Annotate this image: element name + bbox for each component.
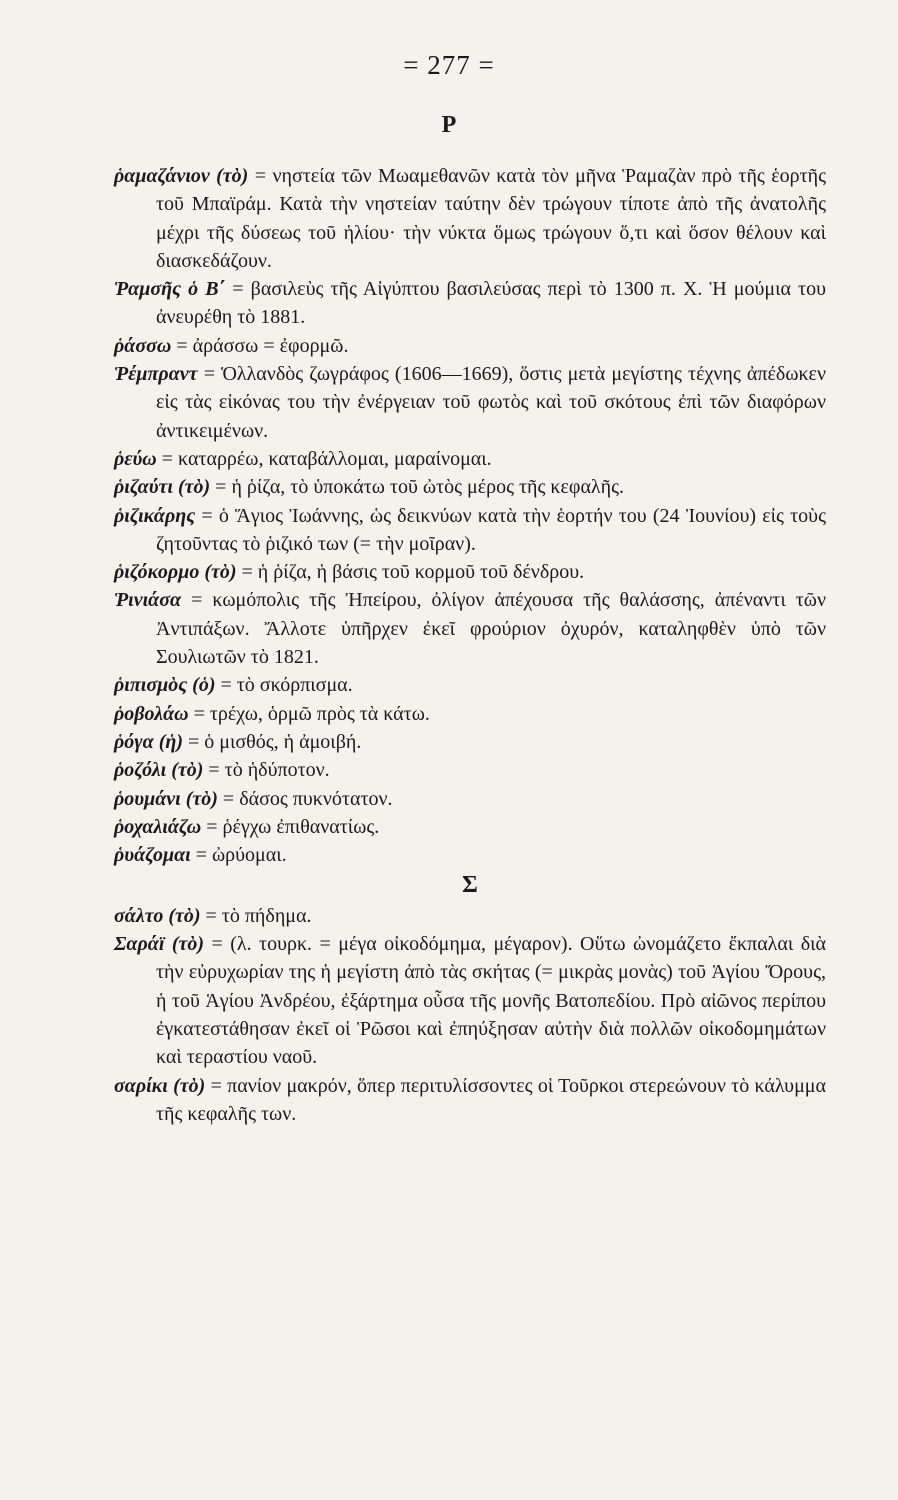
dictionary-entry xyxy=(114,841,826,869)
entry-headword: ῥοζόλι (τὸ) xyxy=(114,759,204,782)
entry-definition: = πανίον μακρόν, ὅπερ περιτυλίσσοντες οἱ Τοῦρκοι στερεώνουν τὸ κάλυμμα τῆς κεφαλῆς των. xyxy=(156,1074,826,1125)
entry-definition: = ἡ ῥίζα, τὸ ὑποκάτω τοῦ ὠτὸς μέρος τῆς κεφαλῆς. xyxy=(215,476,624,499)
section-rho-entries xyxy=(114,162,826,869)
dictionary-entry xyxy=(114,586,826,671)
entry-definition: = τὸ σκόρπισμα. xyxy=(220,674,353,697)
dictionary-entry xyxy=(114,700,826,728)
entry-headword: ῥουμάνι (τὸ) xyxy=(114,787,218,810)
entry-headword: ῥιζαύτι (τὸ) xyxy=(114,476,211,499)
entry-headword: ῥιζόκορμο (τὸ) xyxy=(114,561,237,584)
entry-definition: = Ὁλλανδὸς ζωγράφος (1606—1669), ὅστις μετὰ μεγίστης τέχνης ἀπέδωκεν εἰς τὰς εἰκόνας του τὴν ἐνέργειαν τοῦ φωτὸς καὶ τοῦ σκότους ἐπὶ τῶν διαφόρων ἀντικειμένων. xyxy=(156,363,827,442)
entry-headword: ῥεύω xyxy=(114,447,157,470)
dictionary-entry xyxy=(114,502,826,559)
section-letter-sigma: Σ xyxy=(462,872,478,899)
entry-definition: = νηστεία τῶν Μωαμεθανῶν κατὰ τὸν μῆνα Ῥαμαζὰν πρὸ τῆς ἑορτῆς τοῦ Μπαϊράμ. Κατὰ τὴν νηστείαν ταύτην δὲν τρώγουν τίποτε ἀπὸ τῆς ἀνατολῆς μέχρι τῆς δύσεως τοῦ ἡλίου· τὴν νύκτα ὅμως τρώγουν ὅ,τι καὶ ὅσον θέλουν καὶ διασκεδάζουν. xyxy=(156,165,827,272)
page-number: = 277 = xyxy=(403,50,495,80)
dictionary-entry xyxy=(114,671,826,699)
dictionary-entry xyxy=(114,558,826,586)
entry-definition: = τὸ ἡδύποτον. xyxy=(208,759,330,782)
dictionary-entry xyxy=(114,445,826,473)
entry-definition: = βασιλεὺς τῆς Αἰγύπτου βασιλεύσας περὶ τὸ 1300 π. Χ. Ἡ μούμια του ἀνευρέθη τὸ 1881. xyxy=(156,278,827,329)
entry-headword: ῥαμαζάνιον (τὸ) xyxy=(114,165,249,187)
entry-definition: = ἡ ῥίζα, ἡ βάσις τοῦ κορμοῦ τοῦ δένδρου. xyxy=(241,561,585,584)
entry-headword: ῥοχαλιάζω xyxy=(114,815,202,838)
dictionary-entry xyxy=(114,756,826,784)
entry-definition: = ῥέγχω ἐπιθανατίως. xyxy=(206,815,380,838)
entry-headword: ῥόγα (ἡ) xyxy=(114,730,183,753)
entry-headword: σάλτο (τὸ) xyxy=(114,904,201,927)
dictionary-entry xyxy=(114,813,826,841)
entry-definition: = ἀράσσω = ἐφορμῶ. xyxy=(176,334,349,357)
entry-headword: ῥυάζομαι xyxy=(114,844,191,867)
entry-definition: = κωμόπολις τῆς Ἠπείρου, ὀλίγον ἀπέχουσα τῆς θαλάσσης, ἀπέναντι τῶν Ἀντιπάξων. Ἄλλοτε ὑπῆρχεν ἐκεῖ φρούριον ὀχυρόν, καταληφθὲν ὑπὸ τῶν Σουλιωτῶν τὸ 1821. xyxy=(156,589,826,669)
entry-headword: Ῥαμσῆς ὁ Β΄ xyxy=(114,278,226,301)
section-sigma-entries xyxy=(114,902,826,1128)
entry-definition: = τὸ πήδημα. xyxy=(205,904,312,927)
entry-definition: = ὁ Ἅγιος Ἰωάννης, ὡς δεικνύων κατὰ τὴν ἑορτήν του (24 Ἰουνίου) εἰς τοὺς ζητοῦντας τὸ ῥιζικό των (= τὴν μοῖραν). xyxy=(156,504,826,555)
entry-headword: Ῥέμπραντ xyxy=(114,363,198,386)
entry-definition: = καταρρέω, καταβάλλομαι, μαραίνομαι. xyxy=(161,447,492,470)
entry-definition: = ὁ μισθός, ἡ ἀμοιβή. xyxy=(187,730,362,753)
entry-definition: = ὠρύομαι. xyxy=(195,844,287,867)
entry-list xyxy=(114,162,826,1128)
entry-headword: σαρίκι (τὸ) xyxy=(114,1074,206,1097)
dictionary-entry xyxy=(114,360,826,445)
dictionary-entry xyxy=(114,785,826,813)
entry-definition: = (λ. τουρκ. = μέγα οἰκοδόμημα, μέγαρον). Οὕτω ὠνομάζετο ἔκπαλαι διὰ τὴν εὐρυχωρίαν της ἡ μεγίστη ἀπὸ τὰς σκήτας (= μικρὰς μονὰς) τοῦ Ἁγίου Ὄρους, ἡ τοῦ Ἁγίου Ἀνδρέου, ἐξάρτημα οὖσα τῆς μονῆς Βατοπεδίου. Πρὸ αἰῶνος περίπου ἐγκατεστάθησαν ἐκεῖ οἱ Ῥῶσοι καὶ ἐπηύξησαν αὐτὴν διὰ πολλῶν οἰκοδομημάτων καὶ τεραστίου ναοῦ. xyxy=(156,933,826,1069)
dictionary-entry xyxy=(114,275,826,332)
entry-headword: Σαράϊ (τὸ) xyxy=(114,933,205,956)
entry-headword: ῥιπισμὸς (ὁ) xyxy=(114,674,216,697)
section-letter-rho: Ρ xyxy=(441,112,457,138)
dictionary-entry xyxy=(114,930,826,1071)
entry-definition: = δάσος πυκνότατον. xyxy=(222,787,393,810)
entry-headword: Ῥινιάσα xyxy=(114,589,182,612)
dictionary-entry xyxy=(114,332,826,360)
entry-definition: = τρέχω, ὁρμῶ πρὸς τὰ κάτω. xyxy=(193,702,430,725)
dictionary-entry xyxy=(114,902,826,930)
dictionary-entry xyxy=(114,1072,826,1129)
entry-headword: ῥοβολάω xyxy=(114,702,189,725)
dictionary-entry xyxy=(114,162,826,275)
dictionary-entry xyxy=(114,728,826,756)
dictionary-entry xyxy=(114,473,826,501)
entry-headword: ῥιζικάρης xyxy=(114,504,196,527)
entry-headword: ῥάσσω xyxy=(114,334,172,357)
